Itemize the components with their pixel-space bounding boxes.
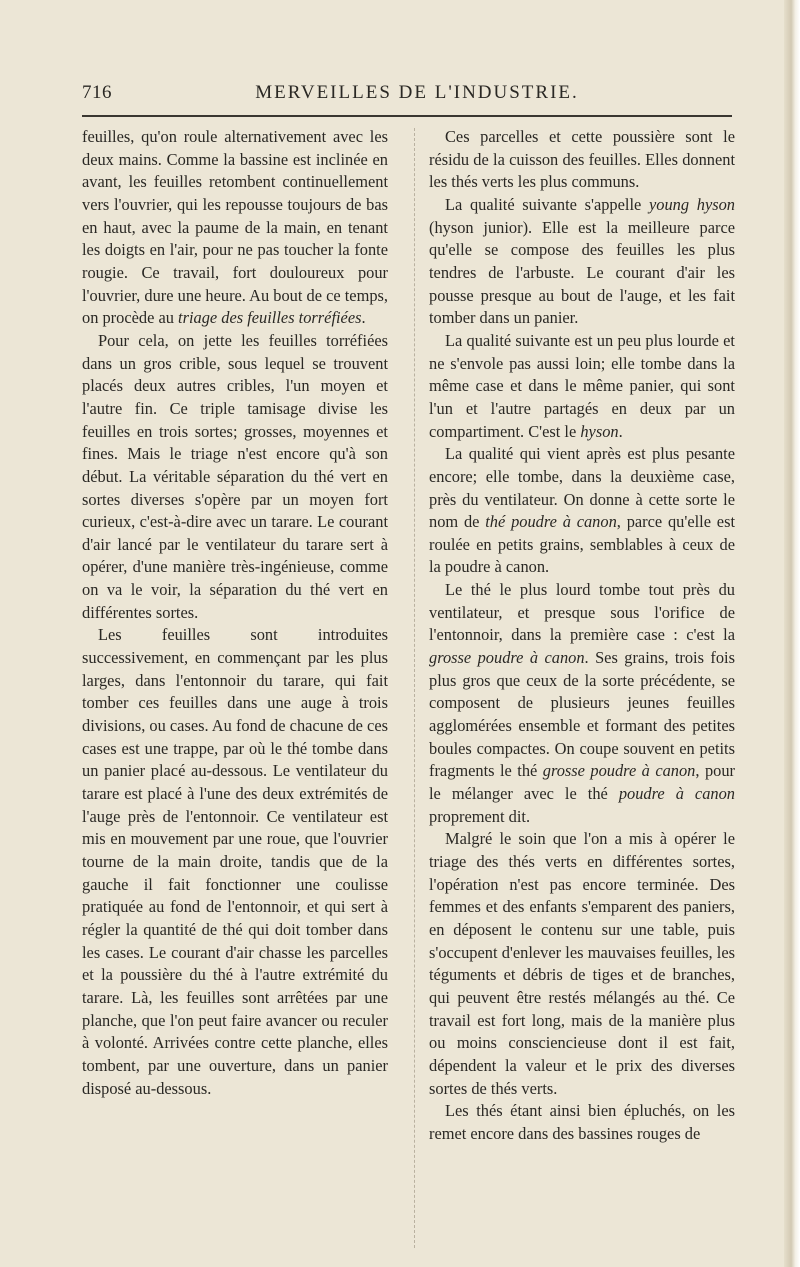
right-column (429, 126, 735, 1146)
italic-term: triage des feuilles torréfiées (178, 308, 362, 328)
column-divider (414, 128, 415, 1248)
page-number: 716 (82, 82, 112, 103)
paragraph: Les thés étant ainsi bien épluchés, on les remet encore dans des bassines rouges de (429, 1101, 735, 1143)
header-rule (82, 115, 732, 117)
paragraph: Ces parcelles et cette poussière sont le résidu de la cuisson des feuilles. Elles donnent les thés verts les plus communs. (429, 127, 735, 192)
paragraph: Le thé le plus lourd tombe tout près du ventilateur, et presque sous l'orifice de l'entonnoir, dans la première case : c'est la grosse poudre à canon. Ses grains, trois fois plus gros que ceux de la sorte précédente, se composent de plusieurs jeunes feuilles agglomérées ensemble et formant des petites boules compactes. On coupe souvent en petits fragments le thé grosse poudre à canon, pour le mélanger avec le thé poudre à canon proprement dit. (429, 580, 735, 826)
italic-term: young hyson (648, 194, 735, 214)
paragraph: La qualité qui vient après est plus pesante encore; elle tombe, dans la deuxième case, près du ventilateur. On donne à cette sorte le nom de thé poudre à canon, parce qu'elle est roulée en petits grains, semblables à ceux de la poudre à canon. (429, 444, 735, 577)
running-title: MERVEILLES DE L'INDUSTRIE. (255, 82, 579, 103)
italic-term: hyson (580, 421, 619, 441)
paragraph: Pour cela, on jette les feuilles torréfiées dans un gros crible, sous lequel se trouvent placés deux autres cribles, l'un moyen et l'autre fin. Ce triple tamisage divise les feuilles en trois sortes; grosses, moyennes et fines. Mais le triage n'est encore qu'à son début. La véritable séparation du thé vert en sortes diverses s'opère par un moyen fort curieux, c'est-à-dire avec un tarare. Le courant d'air lancé par le ventilateur du tarare sert à opérer, d'une manière très-ingénieuse, comme on va le voir, la séparation du thé vert en différentes sortes. (82, 330, 388, 622)
paragraph: Les feuilles sont introduites successivement, en commençant par les plus larges, dans l'entonnoir du tarare, qui fait tomber ces feuilles dans une auge à trois divisions, ou cases. Au fond de chacune de ces cases est une trappe, par où le thé tombe dans un panier placé au-dessous. Le ventilateur du tarare est placé à l'une des deux extrémités de l'auge près de l'entonnoir. Ce ventilateur est mis en mouvement par une roue, que l'ouvrier tourne de la main droite, tandis que de la gauche il fait fonctionner une coulisse pratiquée au fond de l'entonnoir, et qui sert à régler la quantité de thé qui doit tomber dans les cases. Le courant d'air chasse les parcelles et la poussière du thé à l'autre extrémité du tarare. Là, les feuilles sont arrêtées par une planche, que l'on peut faire avancer ou reculer à volonté. Arrivées contre cette planche, elles tombent, par une ouverture, dans un panier disposé au-dessous. (82, 625, 388, 1098)
italic-term: poudre à canon (618, 784, 735, 804)
paragraph: feuilles, qu'on roule alternativement avec les deux mains. Comme la bassine est inclinée en avant, les feuilles retombent continuellement vers l'ouvrier, qui les repousse toujours de bas en haut, avec la paume de la main, en tenant les doigts en l'air, pour ne pas toucher la fonte rougie. Ce travail, fort douloureux pour l'ouvrier, dure une heure. Au bout de ce temps, on procède au triage des feuilles torréfiées. (82, 127, 388, 328)
page-edge (784, 0, 800, 1267)
page-header (82, 82, 732, 110)
italic-term: grosse poudre à canon (429, 648, 585, 668)
left-column (82, 126, 388, 1100)
paragraph: Malgré le soin que l'on a mis à opérer le triage des thés verts en différentes sortes, l'opération n'est pas encore terminée. Des femmes et des enfants s'emparent des paniers, en déposent le contenu sur une table, puis s'occupent d'enlever les mauvaises feuilles, les téguments et débris de tiges et de branches, qui peuvent être restés mélangés au thé. Ce travail est fort long, mais de la manière plus ou moins consciencieuse dont il est fait, dépendent la valeur et le prix des diverses sortes de thés verts. (429, 829, 735, 1098)
italic-term: grosse poudre à canon (542, 761, 696, 781)
paragraph: La qualité suivante s'appelle young hyson (hyson junior). Elle est la meilleure parce qu'elle se compose des feuilles les plus tendres de l'arbuste. Le courant d'air les pousse presque au bout de l'auge, et les fait tomber dans un panier. (429, 194, 735, 328)
paragraph: La qualité suivante est un peu plus lourde et ne s'envole pas aussi loin; elle tombe dans la même case et dans le même panier, qui sont l'un et l'autre partagés en deux par un compartiment. C'est le hyson. (429, 330, 735, 441)
italic-term: thé poudre à canon (485, 512, 617, 532)
